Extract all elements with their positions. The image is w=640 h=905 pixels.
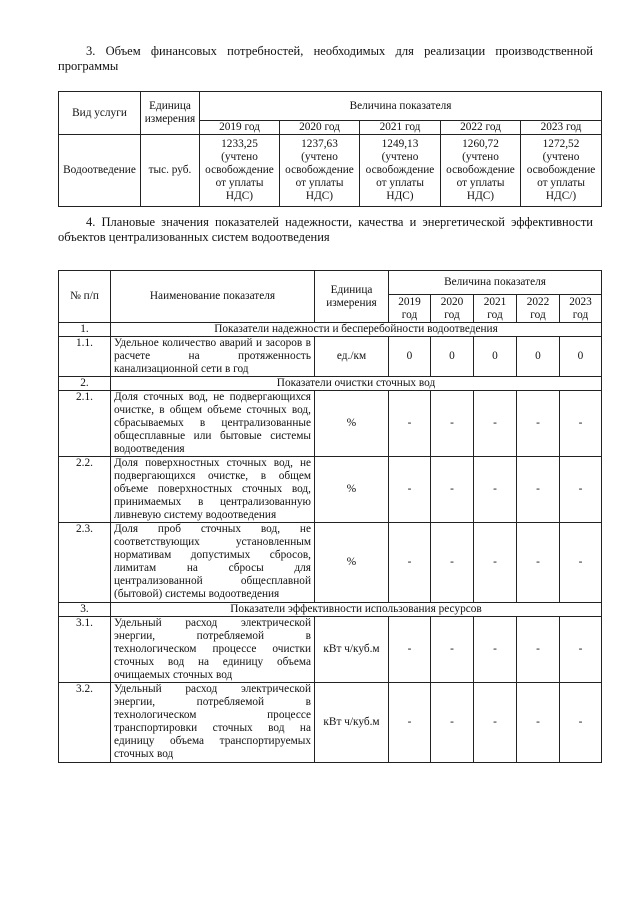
value-cell: 0 (560, 337, 602, 377)
unit-cell: кВт ч/куб.м (315, 617, 389, 683)
value-cell: - (389, 683, 431, 763)
value-cell: - (474, 391, 517, 457)
value-cell: - (431, 391, 474, 457)
table-row (59, 337, 602, 377)
value-cell: 1260,72 (учтено освобождение от уплаты НДС) (441, 135, 521, 207)
value-cell: - (560, 617, 602, 683)
table-row (59, 523, 602, 603)
row-num: 2.1. (59, 391, 111, 457)
row-num: 3.2. (59, 683, 111, 763)
section4-heading-num: 4. (86, 215, 96, 229)
row-num: 2.2. (59, 457, 111, 523)
value-cell: 1272,52 (учтено освобождение от уплаты НДС/) (521, 135, 602, 207)
value-cell: 0 (431, 337, 474, 377)
indicator-name: Доля поверхностных сточных вод, не подвергающихся очистке, в общем объеме поверхностных сточных вод, принимаемых в централизованную ливневую систему водоотведения (111, 457, 315, 523)
section4-heading (58, 215, 593, 245)
section-row (59, 323, 602, 337)
year-header: 2022 год (441, 121, 521, 135)
table-row (59, 391, 602, 457)
service-cell: Водоотведение (59, 135, 141, 207)
value-cell: - (517, 683, 560, 763)
value-cell: - (389, 523, 431, 603)
section-title: Показатели эффективности использования ресурсов (111, 603, 602, 617)
value-cell: - (474, 523, 517, 603)
value-cell: - (560, 391, 602, 457)
year-header: 2023 год (560, 295, 602, 323)
section-title: Показатели очистки сточных вод (111, 377, 602, 391)
indicators-table (58, 270, 602, 763)
table-row (59, 617, 602, 683)
section-num: 2. (59, 377, 111, 391)
table-row (59, 457, 602, 523)
indicator-name: Доля проб сточных вод, не соответствующих установленным нормативам допустимых сбросов, лимитам на сбросы для централизованной общесплавной (бытовой) системы водоотведения (111, 523, 315, 603)
value-cell: - (431, 523, 474, 603)
section-num: 1. (59, 323, 111, 337)
year-header: 2020 год (431, 295, 474, 323)
indicator-name: Удельный расход электрической энергии, потребляемой в технологическом процессе очистки сточных вод на единицу объема очищаемых сточных вод (111, 617, 315, 683)
value-cell: - (474, 683, 517, 763)
year-header: 2019 год (389, 295, 431, 323)
section-row (59, 603, 602, 617)
col-header-num: № п/п (59, 271, 111, 323)
col-header-unit: Единица измерения (141, 92, 200, 135)
section-num: 3. (59, 603, 111, 617)
value-cell: - (389, 617, 431, 683)
unit-cell: кВт ч/куб.м (315, 683, 389, 763)
year-header: 2022 год (517, 295, 560, 323)
value-cell: - (431, 457, 474, 523)
value-cell: 1233,25 (учтено освобождение от уплаты НДС) (200, 135, 280, 207)
value-cell: - (431, 683, 474, 763)
year-header: 2021 год (474, 295, 517, 323)
value-cell: - (389, 391, 431, 457)
value-cell: - (474, 457, 517, 523)
year-header: 2020 год (280, 121, 360, 135)
table-row (59, 683, 602, 763)
financial-needs-table (58, 91, 602, 207)
year-header: 2021 год (360, 121, 441, 135)
col-header-value: Величина показателя (200, 92, 602, 121)
value-cell: - (517, 391, 560, 457)
indicator-name: Удельное количество аварий и засоров в расчете на протяженность канализационной сети в год (111, 337, 315, 377)
row-num: 2.3. (59, 523, 111, 603)
section-row (59, 377, 602, 391)
section3-heading-num: 3. (86, 44, 96, 58)
unit-cell: тыс. руб. (141, 135, 200, 207)
section3-heading-text: Объем финансовых потребностей, необходимых для реализации производственной программы (58, 44, 594, 73)
year-header: 2019 год (200, 121, 280, 135)
value-cell: - (474, 617, 517, 683)
table-row (59, 135, 602, 207)
value-cell: 1237,63 (учтено освобождение от уплаты НДС) (280, 135, 360, 207)
unit-cell: % (315, 523, 389, 603)
indicator-name: Доля сточных вод, не подвергающихся очистке, в общем объеме сточных вод, сбрасываемых в централизованные общесплавные или бытовые системы водоотведения (111, 391, 315, 457)
value-cell: - (389, 457, 431, 523)
value-cell: - (560, 457, 602, 523)
unit-cell: % (315, 391, 389, 457)
value-cell: - (517, 523, 560, 603)
section-title: Показатели надежности и бесперебойности водоотведения (111, 323, 602, 337)
col-header-unit: Единица измерения (315, 271, 389, 323)
value-cell: 1249,13 (учтено освобождение от уплаты НДС) (360, 135, 441, 207)
col-header-value: Величина показателя (389, 271, 602, 295)
value-cell: - (560, 683, 602, 763)
row-num: 3.1. (59, 617, 111, 683)
col-header-name: Наименование показателя (111, 271, 315, 323)
row-num: 1.1. (59, 337, 111, 377)
section4-heading-text: Плановые значения показателей надежности, качества и энергетической эффективности объектов централизованных систем водоотведения (58, 215, 593, 244)
section3-heading (58, 44, 593, 74)
value-cell: - (517, 617, 560, 683)
year-header: 2023 год (521, 121, 602, 135)
value-cell: - (560, 523, 602, 603)
value-cell: - (517, 457, 560, 523)
value-cell: 0 (474, 337, 517, 377)
value-cell: 0 (389, 337, 431, 377)
value-cell: 0 (517, 337, 560, 377)
unit-cell: % (315, 457, 389, 523)
unit-cell: ед./км (315, 337, 389, 377)
indicator-name: Удельный расход электрической энергии, потребляемой в технологическом процессе транспортировки сточных вод на единицу объема транспортируемых сточных вод (111, 683, 315, 763)
value-cell: - (431, 617, 474, 683)
col-header-service: Вид услуги (59, 92, 141, 135)
